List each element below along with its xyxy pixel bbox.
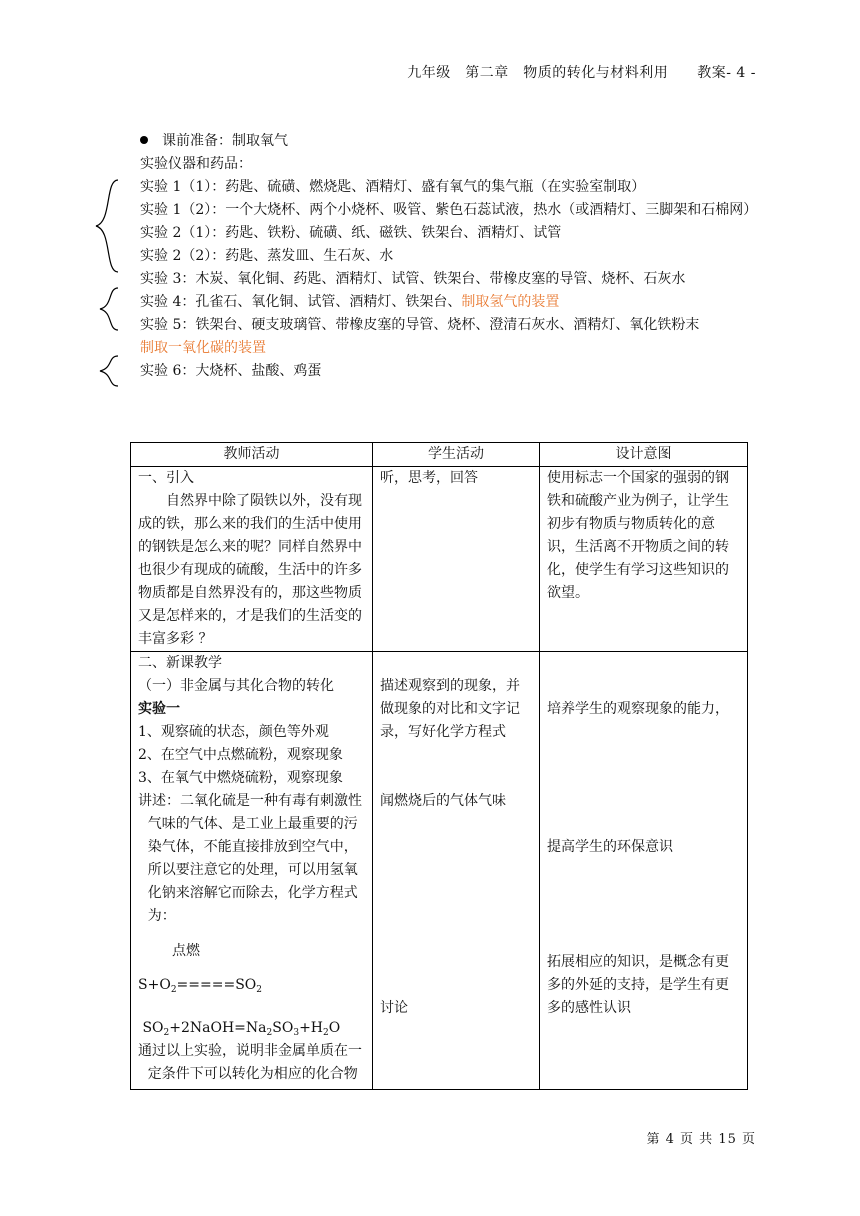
row2-teacher-title: 二、新课教学	[138, 655, 222, 671]
exp5-apparatus-link[interactable]: 制取一氧化碳的装置	[140, 340, 266, 356]
row2-teacher-subtitle: （一）非金属与其化合物的转化	[138, 678, 334, 694]
exp4-apparatus-link[interactable]: 制取氢气的装置	[461, 294, 560, 310]
header-student-activity: 学生活动	[373, 443, 540, 467]
table-row	[131, 467, 748, 652]
bullet-icon	[140, 136, 148, 144]
row2-teacher	[131, 652, 373, 1090]
row2-step-3: 3、在氧气中燃烧硫粉，观察现象	[138, 770, 343, 786]
prep-title: 课前准备：制取氧气	[162, 133, 288, 149]
prep-title-line	[140, 130, 780, 153]
prep-subtitle: 实验仪器和药品：	[140, 156, 252, 172]
exp5-materials: 实验 5：铁架台、硬支玻璃管、带橡皮塞的导管、烧杯、澄清石灰水、酒精灯、氧化铁粉末	[140, 317, 700, 333]
brace-exp3-4	[96, 286, 122, 332]
row2-student-smell: 闻燃烧后的气体气味	[380, 793, 506, 809]
exp4-materials-line	[140, 291, 780, 314]
lesson-plan-table	[130, 442, 748, 1090]
exp2-2-materials: 实验 2（2）：药匙、蒸发皿、生石灰、水	[140, 248, 394, 264]
exp4-materials: 实验 4：孔雀石、氧化铜、试管、酒精灯、铁架台、	[140, 294, 462, 310]
exp6-materials: 实验 6：大烧杯、盐酸、鸡蛋	[140, 363, 322, 379]
header-teacher-activity: 教师活动	[131, 443, 373, 467]
exp1-2-materials: 实验 1（2）：一个大烧杯、两个小烧杯、吸管、紫色石蕊试液，热水（或酒精灯、三脚架和石棉网）	[140, 202, 758, 218]
exp2-1-materials: 实验 2（1）：药匙、铁粉、硫磺、纸、磁铁、铁架台、酒精灯、试管	[140, 225, 562, 241]
row1-teacher-body: 自然界中除了陨铁以外，没有现成的铁，那么来的我们的生活中使用的钢铁是怎么来的呢？同样自然界中也很少有现成的硫酸，生活中的许多物质都是自然界没有的，那这些物质又是怎样来的，才是我们的生活变的丰富多彩 ？	[138, 493, 362, 647]
page-footer: 第 4 页 共 15 页	[646, 1132, 756, 1147]
brace-exp5-6	[96, 354, 122, 388]
reaction-condition: 点燃	[172, 943, 200, 959]
equation-so2-naoh: $SO_2+2NaOH=Na_2SO_3+H_2O$	[138, 1020, 341, 1038]
row2-intent	[540, 652, 748, 1090]
row2-conclusion: 通过以上实验，说明非金属单质在一定条件下可以转化为相应的化合物	[138, 1043, 362, 1082]
exp1-1-materials: 实验 1（1）：药匙、硫磺、燃烧匙、酒精灯、盛有氧气的集气瓶（在实验室制取）	[140, 179, 646, 195]
table-row	[131, 652, 748, 1090]
row2-student-discuss: 讨论	[380, 1000, 408, 1016]
row1-teacher-title: 一、引入	[138, 470, 194, 486]
row2-intent-environment: 提高学生的环保意识	[547, 839, 673, 855]
equation-sulfur-oxygen: $S+O_2=====SO_2$	[138, 977, 263, 995]
row2-step-1: 1、观察硫的状态，颜色等外观	[138, 724, 329, 740]
lesson-preparation	[140, 130, 780, 383]
page-header: 九年级 第二章 物质的转化与材料利用 教案- 4 -	[407, 65, 756, 81]
exp3-materials: 实验 3：木炭、氧化铜、药匙、酒精灯、试管、铁架台、带橡皮塞的导管、烧杯、石灰水	[140, 271, 686, 287]
row2-intent-observation: 培养学生的观察现象的能力，	[547, 701, 729, 717]
row1-teacher	[131, 467, 373, 652]
row2-student-observe: 描述观察到的现象，并做现象的对比和文字记录，写好化学方程式	[380, 678, 520, 740]
row2-student	[373, 652, 540, 1090]
row2-step-2: 2、在空气中点燃硫粉，观察现象	[138, 747, 343, 763]
row2-experiment-label: 实验一	[138, 701, 180, 717]
brace-exp1-2	[92, 178, 122, 274]
row2-intent-extension: 拓展相应的知识，是概念有更多的外延的支持，是学生有更多的感性认识	[547, 954, 729, 1016]
row1-student: 听，思考，回答	[373, 467, 540, 652]
header-design-intent: 设计意图	[540, 443, 748, 467]
row2-explanation: 讲述：二氧化硫是一种有毒有刺激性气味的气体、是工业上最重要的污染气体，不能直接排放到空气中，所以要注意它的处理，可以用氢氧化钠来溶解它而除去，化学方程式为：	[138, 793, 362, 924]
row1-intent: 使用标志一个国家的强弱的钢铁和硫酸产业为例子，让学生初步有物质与物质转化的意识，生活离不开物质之间的转化，使学生有学习这些知识的欲望。	[540, 467, 748, 652]
table-header-row	[131, 443, 748, 467]
